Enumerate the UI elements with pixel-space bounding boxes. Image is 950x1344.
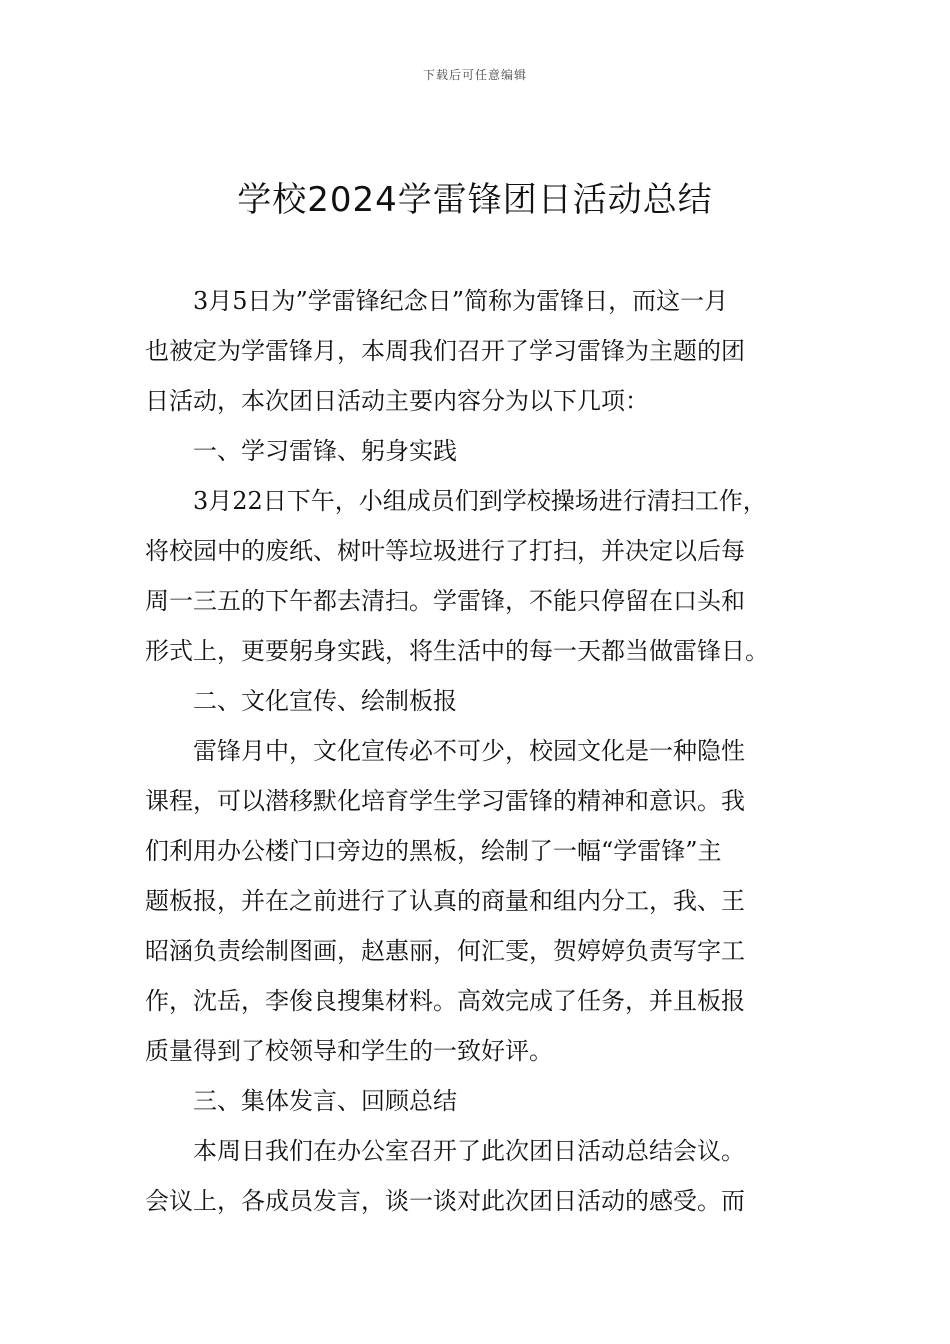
section-heading: 一、学习雷锋、躬身实践 <box>193 437 457 465</box>
paragraph-line: 日活动，本次团日活动主要内容分为以下几项： <box>145 387 649 415</box>
paragraph-line: 课程，可以潜移默化培育学生学习雷锋的精神和意识。我 <box>145 787 745 815</box>
paragraph-line: 周一三五的下午都去清扫。学雷锋，不能只停留在口头和 <box>145 587 745 615</box>
paragraph-line: 3月22日下午，小组成员们到学校操场进行清扫工作， <box>193 487 767 515</box>
paragraph-line: 质量得到了校领导和学生的一致好评。 <box>145 1037 553 1065</box>
section-heading: 二、文化宣传、绘制板报 <box>193 687 457 715</box>
header-note: 下载后可任意编辑 <box>422 68 527 82</box>
paragraph-line: 也被定为学雷锋月，本周我们召开了学习雷锋为主题的团 <box>145 337 745 365</box>
paragraph-line: 会议上，各成员发言，谈一谈对此次团日活动的感受。而 <box>145 1187 745 1215</box>
document-title: 学校2024学雷锋团日活动总结 <box>237 180 713 220</box>
paragraph-line: 昭涵负责绘制图画，赵惠丽，何汇雯，贺婷婷负责写字工 <box>145 937 745 965</box>
paragraph-line: 题板报，并在之前进行了认真的商量和组内分工，我、王 <box>145 887 745 915</box>
document-body <box>145 276 810 1226</box>
paragraph-line: 作，沈岳，李俊良搜集材料。高效完成了任务，并且板报 <box>145 987 745 1015</box>
section-heading: 三、集体发言、回顾总结 <box>193 1087 457 1115</box>
paragraph-line: 本周日我们在办公室召开了此次团日活动总结会议。 <box>193 1137 745 1165</box>
paragraph-line: 形式上，更要躬身实践，将生活中的每一天都当做雷锋日。 <box>145 637 769 665</box>
paragraph-line: 雷锋月中，文化宣传必不可少，校园文化是一种隐性 <box>193 737 745 765</box>
paragraph-line: 们利用办公楼门口旁边的黑板，绘制了一幅“学雷锋”主 <box>145 837 722 865</box>
paragraph-line: 3月5日为”学雷锋纪念日”简称为雷锋日，而这一月 <box>193 287 729 315</box>
paragraph-line: 将校园中的废纸、树叶等垃圾进行了打扫，并决定以后每 <box>145 537 745 565</box>
